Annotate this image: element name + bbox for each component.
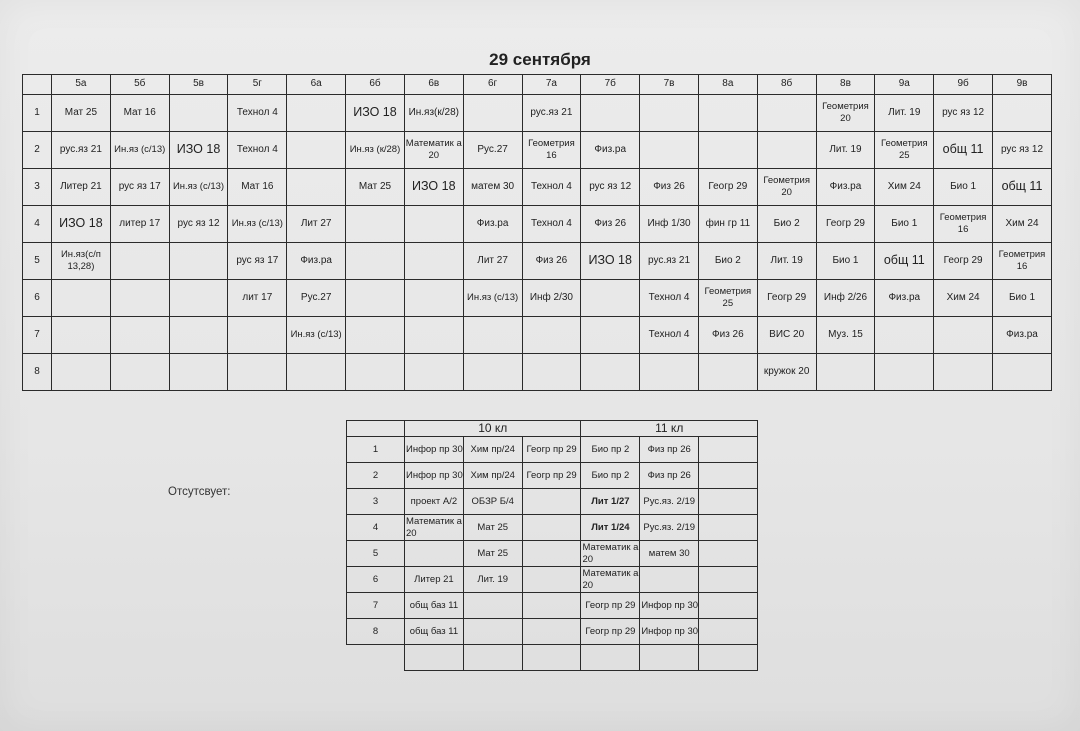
- lesson-cell: рус.яз 21: [522, 95, 581, 132]
- senior-lesson-row-4: [347, 515, 758, 541]
- lesson-cell: Ин.яз (с/13): [463, 280, 522, 317]
- lesson-cell: [699, 437, 758, 463]
- lesson-cell: Био 1: [934, 169, 993, 206]
- lesson-cell: [287, 132, 346, 169]
- lesson-cell: Ин.яз (с/13): [169, 169, 228, 206]
- lesson-cell: Физ.ра: [287, 243, 346, 280]
- lesson-number: 4: [23, 206, 52, 243]
- empty-cell: [522, 645, 581, 671]
- class-header-6г: 6г: [463, 75, 522, 95]
- lesson-cell: Геометрия 25: [875, 132, 934, 169]
- lesson-cell: [404, 280, 463, 317]
- lesson-cell: лит 17: [228, 280, 287, 317]
- lesson-number: 1: [347, 437, 405, 463]
- lesson-cell: [522, 489, 581, 515]
- senior-lesson-row-2: [347, 463, 758, 489]
- lesson-number: 8: [347, 619, 405, 645]
- lesson-cell: Лит. 19: [875, 95, 934, 132]
- lesson-cell: ИЗО 18: [169, 132, 228, 169]
- lesson-number: 5: [23, 243, 52, 280]
- lesson-cell: [640, 354, 699, 391]
- lesson-cell: [699, 619, 758, 645]
- lesson-cell: [698, 354, 757, 391]
- lesson-cell: [110, 243, 169, 280]
- lesson-cell: [110, 354, 169, 391]
- lesson-cell: [522, 593, 581, 619]
- lesson-cell: Физ 26: [640, 169, 699, 206]
- lesson-cell: [699, 515, 758, 541]
- class-header-5б: 5б: [110, 75, 169, 95]
- lesson-cell: [581, 280, 640, 317]
- lesson-cell: общ 11: [993, 169, 1052, 206]
- lesson-row-2: [23, 132, 1052, 169]
- senior-lesson-row-7: [347, 593, 758, 619]
- lesson-cell: Инф 1/30: [640, 206, 699, 243]
- lesson-cell: общ 11: [934, 132, 993, 169]
- lesson-cell: Технол 4: [522, 206, 581, 243]
- lesson-cell: [169, 280, 228, 317]
- lesson-number: 6: [347, 567, 405, 593]
- lesson-cell: [875, 317, 934, 354]
- lesson-cell: Инфор пр 30: [640, 619, 699, 645]
- lesson-cell: Мат 25: [346, 169, 405, 206]
- lesson-cell: Физ.ра: [463, 206, 522, 243]
- lesson-cell: Геогр пр 29: [581, 619, 640, 645]
- lesson-cell: [581, 317, 640, 354]
- lesson-cell: [699, 567, 758, 593]
- lesson-row-6: [23, 280, 1052, 317]
- lesson-cell: [934, 354, 993, 391]
- lesson-cell: Ин.яз (с/13): [228, 206, 287, 243]
- lesson-cell: рус яз 12: [169, 206, 228, 243]
- lesson-cell: Хим пр/24: [463, 463, 522, 489]
- header-corner-cell: [347, 421, 405, 437]
- lesson-cell: Хим пр/24: [463, 437, 522, 463]
- lesson-cell: Мат 16: [110, 95, 169, 132]
- lesson-cell: Ин.яз (с/13): [110, 132, 169, 169]
- lesson-cell: рус яз 17: [228, 243, 287, 280]
- lesson-cell: Физ.ра: [581, 132, 640, 169]
- lesson-cell: матем 30: [463, 169, 522, 206]
- lesson-cell: Рус.27: [287, 280, 346, 317]
- lesson-cell: Геогр пр 29: [581, 593, 640, 619]
- lesson-cell: рус яз 12: [581, 169, 640, 206]
- lesson-cell: Геометрия 20: [816, 95, 875, 132]
- lesson-cell: Муз. 15: [816, 317, 875, 354]
- lesson-cell: [699, 463, 758, 489]
- lesson-number: 2: [347, 463, 405, 489]
- lesson-number: 7: [347, 593, 405, 619]
- lesson-cell: [346, 243, 405, 280]
- lesson-cell: [757, 95, 816, 132]
- lesson-cell: фин гр 11: [698, 206, 757, 243]
- senior-lesson-row-8: [347, 619, 758, 645]
- lesson-cell: Био 1: [816, 243, 875, 280]
- lesson-cell: Геогр 29: [816, 206, 875, 243]
- lesson-cell: Технол 4: [640, 280, 699, 317]
- lesson-cell: [581, 95, 640, 132]
- lesson-number: 5: [347, 541, 405, 567]
- senior-table-header-row: [347, 421, 758, 437]
- class-header-9а: 9а: [875, 75, 934, 95]
- lesson-cell: Хим 24: [993, 206, 1052, 243]
- main-schedule-table: [22, 74, 1052, 391]
- lesson-cell: Инфор пр 30: [405, 463, 464, 489]
- lesson-cell: [169, 95, 228, 132]
- lesson-cell: [463, 317, 522, 354]
- lesson-cell: Инф 2/26: [816, 280, 875, 317]
- lesson-cell: Физ.ра: [875, 280, 934, 317]
- lesson-cell: Мат 25: [52, 95, 111, 132]
- senior-lesson-row-5: [347, 541, 758, 567]
- class-header-7б: 7б: [581, 75, 640, 95]
- lesson-cell: Геометрия 20: [757, 169, 816, 206]
- lesson-cell: Рус.27: [463, 132, 522, 169]
- lesson-cell: Мат 16: [228, 169, 287, 206]
- lesson-number: 8: [23, 354, 52, 391]
- lesson-cell: [404, 206, 463, 243]
- lesson-number: 2: [23, 132, 52, 169]
- lesson-cell: [404, 354, 463, 391]
- lesson-cell: Литер 21: [52, 169, 111, 206]
- lesson-cell: рус.яз 21: [640, 243, 699, 280]
- lesson-cell: Литер 21: [405, 567, 464, 593]
- lesson-cell: Лит. 19: [757, 243, 816, 280]
- lesson-cell: Физ 26: [698, 317, 757, 354]
- class-header-8б: 8б: [757, 75, 816, 95]
- lesson-row-7: [23, 317, 1052, 354]
- lesson-cell: [110, 280, 169, 317]
- lesson-number: 1: [23, 95, 52, 132]
- lesson-cell: [522, 541, 581, 567]
- lesson-cell: [698, 95, 757, 132]
- lesson-cell: Физ.ра: [816, 169, 875, 206]
- lesson-cell: [404, 317, 463, 354]
- lesson-cell: Инфор пр 30: [405, 437, 464, 463]
- lesson-row-4: [23, 206, 1052, 243]
- grade-header-10: 10 кл: [405, 421, 581, 437]
- lesson-cell: [52, 280, 111, 317]
- lesson-cell: Био 1: [993, 280, 1052, 317]
- lesson-cell: Лит. 19: [816, 132, 875, 169]
- lesson-cell: [405, 541, 464, 567]
- lesson-cell: Математик а 20: [404, 132, 463, 169]
- lesson-number: 7: [23, 317, 52, 354]
- class-header-5а: 5а: [52, 75, 111, 95]
- lesson-cell: Био 1: [875, 206, 934, 243]
- lesson-cell: [287, 95, 346, 132]
- empty-cell: [347, 645, 405, 671]
- absent-label: Отсутсвует:: [168, 486, 231, 498]
- class-header-8в: 8в: [816, 75, 875, 95]
- empty-cell: [581, 645, 640, 671]
- lesson-cell: [346, 280, 405, 317]
- empty-cell: [405, 645, 464, 671]
- senior-lesson-row-6: [347, 567, 758, 593]
- lesson-cell: Физ 26: [581, 206, 640, 243]
- class-header-9б: 9б: [934, 75, 993, 95]
- class-header-6а: 6а: [287, 75, 346, 95]
- lesson-cell: [757, 132, 816, 169]
- empty-cell: [463, 645, 522, 671]
- class-header-7в: 7в: [640, 75, 699, 95]
- lesson-cell: [698, 132, 757, 169]
- lesson-cell: общ баз 11: [405, 593, 464, 619]
- lesson-cell: Ин.яз (к/28): [346, 132, 405, 169]
- lesson-cell: Инф 2/30: [522, 280, 581, 317]
- senior-empty-row: [347, 645, 758, 671]
- lesson-cell: общ 11: [875, 243, 934, 280]
- main-table-header-row: [23, 75, 1052, 95]
- lesson-cell: Био 2: [757, 206, 816, 243]
- lesson-cell: ОБЗР Б/4: [463, 489, 522, 515]
- lesson-cell: [522, 515, 581, 541]
- lesson-cell: [110, 317, 169, 354]
- lesson-cell: Геогр 29: [934, 243, 993, 280]
- lesson-cell: Геометрия 16: [522, 132, 581, 169]
- lesson-cell: [404, 243, 463, 280]
- lesson-cell: Био 2: [698, 243, 757, 280]
- lesson-cell: Рус.яз. 2/19: [640, 515, 699, 541]
- lesson-cell: ИЗО 18: [346, 95, 405, 132]
- senior-lesson-row-1: [347, 437, 758, 463]
- lesson-cell: [228, 354, 287, 391]
- lesson-cell: Био пр 2: [581, 437, 640, 463]
- lesson-cell: Математик а 20: [582, 567, 639, 591]
- lesson-cell: [699, 489, 758, 515]
- lesson-cell: Инфор пр 30: [640, 593, 699, 619]
- lesson-cell: Геогр 29: [757, 280, 816, 317]
- lesson-cell: Технол 4: [640, 317, 699, 354]
- lesson-cell: Хим 24: [934, 280, 993, 317]
- lesson-number: 6: [23, 280, 52, 317]
- lesson-cell: [52, 317, 111, 354]
- lesson-cell: [522, 354, 581, 391]
- lesson-cell: [581, 354, 640, 391]
- lesson-cell: Био пр 2: [581, 463, 640, 489]
- lesson-cell: [463, 354, 522, 391]
- lesson-cell: [699, 593, 758, 619]
- lesson-cell: [463, 593, 522, 619]
- lesson-cell: Геогр пр 29: [522, 437, 581, 463]
- lesson-cell: [640, 132, 699, 169]
- lesson-cell: Хим 24: [875, 169, 934, 206]
- page-title: 29 сентября: [489, 50, 591, 69]
- senior-lesson-row-3: [347, 489, 758, 515]
- lesson-row-3: [23, 169, 1052, 206]
- lesson-cell: Лит 27: [463, 243, 522, 280]
- lesson-cell: матем 30: [640, 541, 699, 567]
- lesson-cell: [875, 354, 934, 391]
- grade-header-11: 11 кл: [581, 421, 758, 437]
- lesson-cell: Лит. 19: [463, 567, 522, 593]
- lesson-cell: [169, 354, 228, 391]
- lesson-cell: [816, 354, 875, 391]
- lesson-cell: Геометрия 16: [934, 206, 993, 243]
- lesson-cell: [287, 354, 346, 391]
- class-header-6б: 6б: [346, 75, 405, 95]
- empty-cell: [699, 645, 758, 671]
- lesson-cell: Рус.яз. 2/19: [640, 489, 699, 515]
- lesson-cell: [52, 354, 111, 391]
- lesson-cell: Физ пр 26: [640, 437, 699, 463]
- class-header-5в: 5в: [169, 75, 228, 95]
- lesson-cell: Геогр пр 29: [522, 463, 581, 489]
- lesson-cell: литер 17: [110, 206, 169, 243]
- lesson-cell: Ин.яз(с/п 13,28): [52, 243, 111, 280]
- lesson-cell: Мат 25: [463, 541, 522, 567]
- lesson-cell: Лит 27: [287, 206, 346, 243]
- lesson-cell: Геогр 29: [698, 169, 757, 206]
- lesson-cell: [169, 317, 228, 354]
- class-header-7а: 7а: [522, 75, 581, 95]
- class-header-5г: 5г: [228, 75, 287, 95]
- lesson-cell: [640, 95, 699, 132]
- lesson-cell: Технол 4: [522, 169, 581, 206]
- lesson-number: 3: [23, 169, 52, 206]
- class-header-9в: 9в: [993, 75, 1052, 95]
- header-corner-cell: [23, 75, 52, 95]
- lesson-cell: ВИС 20: [757, 317, 816, 354]
- lesson-cell: [169, 243, 228, 280]
- lesson-cell: Физ пр 26: [640, 463, 699, 489]
- lesson-cell: [463, 95, 522, 132]
- lesson-cell: Лит 1/27: [581, 489, 640, 515]
- lesson-cell: [228, 317, 287, 354]
- lesson-cell: [346, 317, 405, 354]
- lesson-cell: [346, 206, 405, 243]
- lesson-number: 3: [347, 489, 405, 515]
- lesson-cell: ИЗО 18: [404, 169, 463, 206]
- lesson-cell: Мат 25: [463, 515, 522, 541]
- lesson-cell: Физ.ра: [993, 317, 1052, 354]
- lesson-cell: рус.яз 21: [52, 132, 111, 169]
- lesson-cell: Ин.яз (с/13): [287, 317, 346, 354]
- lesson-row-8: [23, 354, 1052, 391]
- lesson-cell: Математик а 20: [406, 515, 462, 539]
- lesson-cell: [287, 169, 346, 206]
- lesson-cell: ИЗО 18: [52, 206, 111, 243]
- lesson-cell: [993, 95, 1052, 132]
- empty-cell: [640, 645, 699, 671]
- lesson-cell: ИЗО 18: [581, 243, 640, 280]
- lesson-cell: [522, 567, 581, 593]
- lesson-cell: [522, 619, 581, 645]
- lesson-row-1: [23, 95, 1052, 132]
- lesson-cell: Технол 4: [228, 132, 287, 169]
- lesson-cell: [463, 619, 522, 645]
- lesson-cell: [699, 541, 758, 567]
- senior-schedule-table: [346, 420, 758, 671]
- class-header-6в: 6в: [404, 75, 463, 95]
- lesson-cell: рус яз 12: [993, 132, 1052, 169]
- class-header-8а: 8а: [698, 75, 757, 95]
- lesson-cell: Математик а 20: [582, 541, 639, 565]
- lesson-cell: кружок 20: [757, 354, 816, 391]
- lesson-cell: Геометрия 25: [698, 280, 757, 317]
- lesson-cell: проект А/2: [405, 489, 464, 515]
- lesson-cell: Технол 4: [228, 95, 287, 132]
- lesson-cell: Ин.яз(к/28): [404, 95, 463, 132]
- lesson-cell: [934, 317, 993, 354]
- lesson-cell: Лит 1/24: [581, 515, 640, 541]
- lesson-cell: Физ 26: [522, 243, 581, 280]
- lesson-cell: рус яз 12: [934, 95, 993, 132]
- lesson-cell: [993, 354, 1052, 391]
- lesson-cell: рус яз 17: [110, 169, 169, 206]
- lesson-number: 4: [347, 515, 405, 541]
- lesson-cell: Геометрия 16: [993, 243, 1052, 280]
- lesson-cell: [640, 567, 699, 593]
- lesson-row-5: [23, 243, 1052, 280]
- lesson-cell: общ баз 11: [405, 619, 464, 645]
- lesson-cell: [346, 354, 405, 391]
- lesson-cell: [522, 317, 581, 354]
